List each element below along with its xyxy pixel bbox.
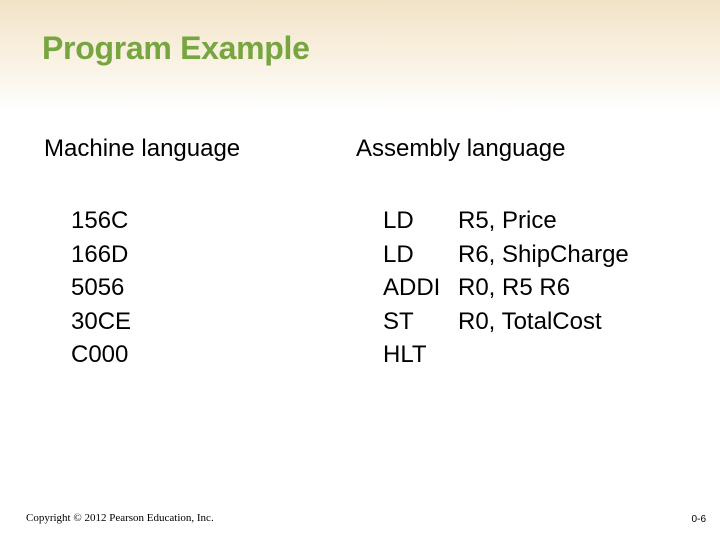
- slide-title: Program Example: [42, 30, 310, 66]
- machine-code-line: 30CE: [71, 307, 132, 335]
- assembly-opcode: ST: [383, 307, 414, 335]
- assembly-operands: R5, Price: [458, 207, 557, 234]
- assembly-language-column: [356, 136, 629, 372]
- assembly-operands: R0, R5 R6: [458, 274, 571, 301]
- assembly-line: [383, 305, 629, 339]
- assembly-line: [383, 338, 629, 372]
- assembly-operands: R6, ShipCharge: [458, 240, 629, 268]
- assembly-opcode: LD: [383, 240, 414, 268]
- assembly-line: [383, 238, 629, 272]
- machine-language-column: [44, 136, 240, 372]
- assembly-line: [383, 271, 629, 305]
- assembly-code-list: [383, 204, 629, 372]
- assembly-operands: R0, TotalCost: [458, 307, 602, 335]
- machine-code-line: 5056: [71, 274, 125, 301]
- copyright-footer: Copyright © 2012 Pearson Education, Inc.: [26, 512, 214, 524]
- assembly-opcode: HLT: [383, 341, 427, 368]
- page-number: 0-6: [691, 514, 706, 525]
- machine-code-line: 156C: [71, 207, 129, 234]
- machine-language-heading: Machine language: [44, 135, 241, 162]
- machine-code-line: 166D: [71, 240, 129, 268]
- assembly-language-heading: Assembly language: [356, 135, 566, 162]
- machine-code-list: [71, 204, 240, 372]
- machine-code-line: C000: [71, 341, 129, 368]
- assembly-line: [383, 204, 629, 238]
- assembly-opcode: ADDI: [383, 274, 441, 301]
- assembly-opcode: LD: [383, 207, 414, 234]
